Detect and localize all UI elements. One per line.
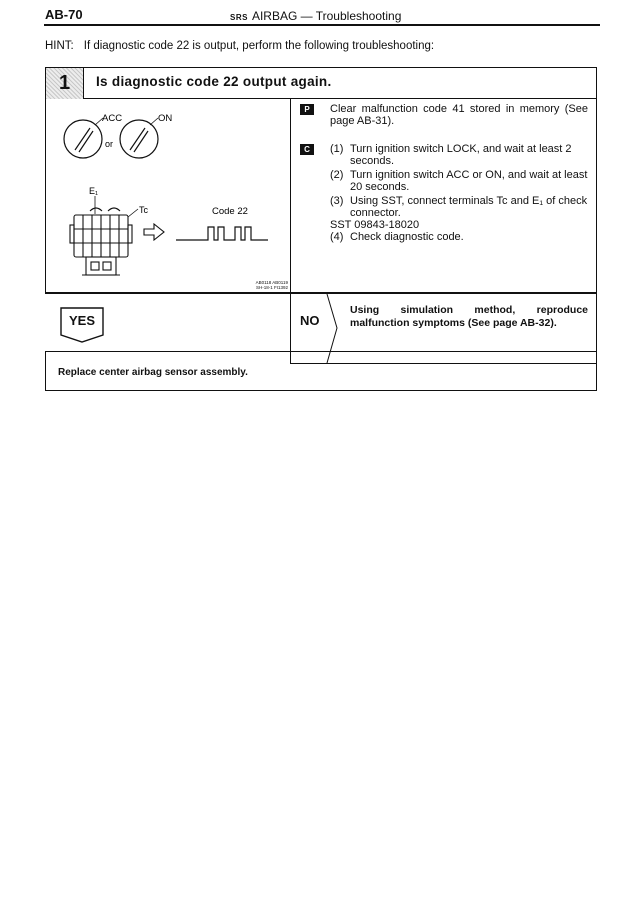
ignition-key-on-icon [120,120,158,158]
arrow-right-icon [144,224,164,240]
c-item [330,143,588,167]
on-label: ON [158,113,173,124]
or-label: or [105,139,114,149]
yes-label: YES [68,313,95,328]
figure-codes-line1: AB0118 AB0119 [255,280,288,285]
c-badge: C [300,144,314,155]
acc-label: ACC [102,113,123,124]
tc-label: Tc [139,205,148,215]
check-connector-icon [70,208,132,275]
ignition-connector-illustration [46,99,290,293]
hint-label: HINT: [45,40,74,52]
step-question: Is diagnostic code 22 output again. [96,74,332,89]
c-item-num: (2) [330,169,344,181]
page-header-title [230,9,401,23]
hint [45,40,434,52]
hint-text: If diagnostic code 22 is output, perform the following troubleshooting: [83,40,435,52]
c-item-text: Check diagnostic code. [350,231,464,243]
code-22-waveform [176,227,268,240]
p-text: Clear malfunction code 41 stored in memory (See page AB-31). [330,103,588,127]
c-item-text: Using SST, connect terminals Tc and E₁ of check connector. [350,195,588,219]
no-label: NO [300,313,320,328]
no-action-text: Using simulation method, reproduce malfunction symptoms (See page AB-32). [350,304,588,329]
section-title: AIRBAG — Troubleshooting [251,9,402,23]
c-item-text: Turn ignition switch ACC or ON, and wait at least 20 seconds. [350,169,588,193]
srs-label: SRS [230,13,248,22]
sst-number: SST 09843-18020 [330,219,420,231]
c-item-text: Turn ignition switch LOCK, and wait at least 2 seconds. [350,143,572,167]
p-badge: P [300,104,314,115]
c-list [330,143,588,243]
tc-leader-line [128,209,138,217]
c-item-num: (4) [330,231,344,243]
c-item-num: (1) [330,143,344,155]
result-text: Replace center airbag sensor assembly. [58,367,248,378]
c-item-num: (3) [330,195,344,207]
figure-codes [228,280,288,290]
e1-label: E₁ [89,186,99,196]
c-item [330,219,588,231]
c-item [330,231,588,243]
step-number: 1 [46,68,84,99]
c-item [330,169,588,193]
page-number: AB-70 [45,7,83,22]
code-22-label: Code 22 [212,206,248,217]
figure-codes-line2: SH-18-1 FI1392 [255,285,288,290]
ignition-key-acc-icon [64,120,102,158]
header-rule [44,24,600,26]
on-leader-line [150,118,158,125]
c-item [330,195,588,219]
